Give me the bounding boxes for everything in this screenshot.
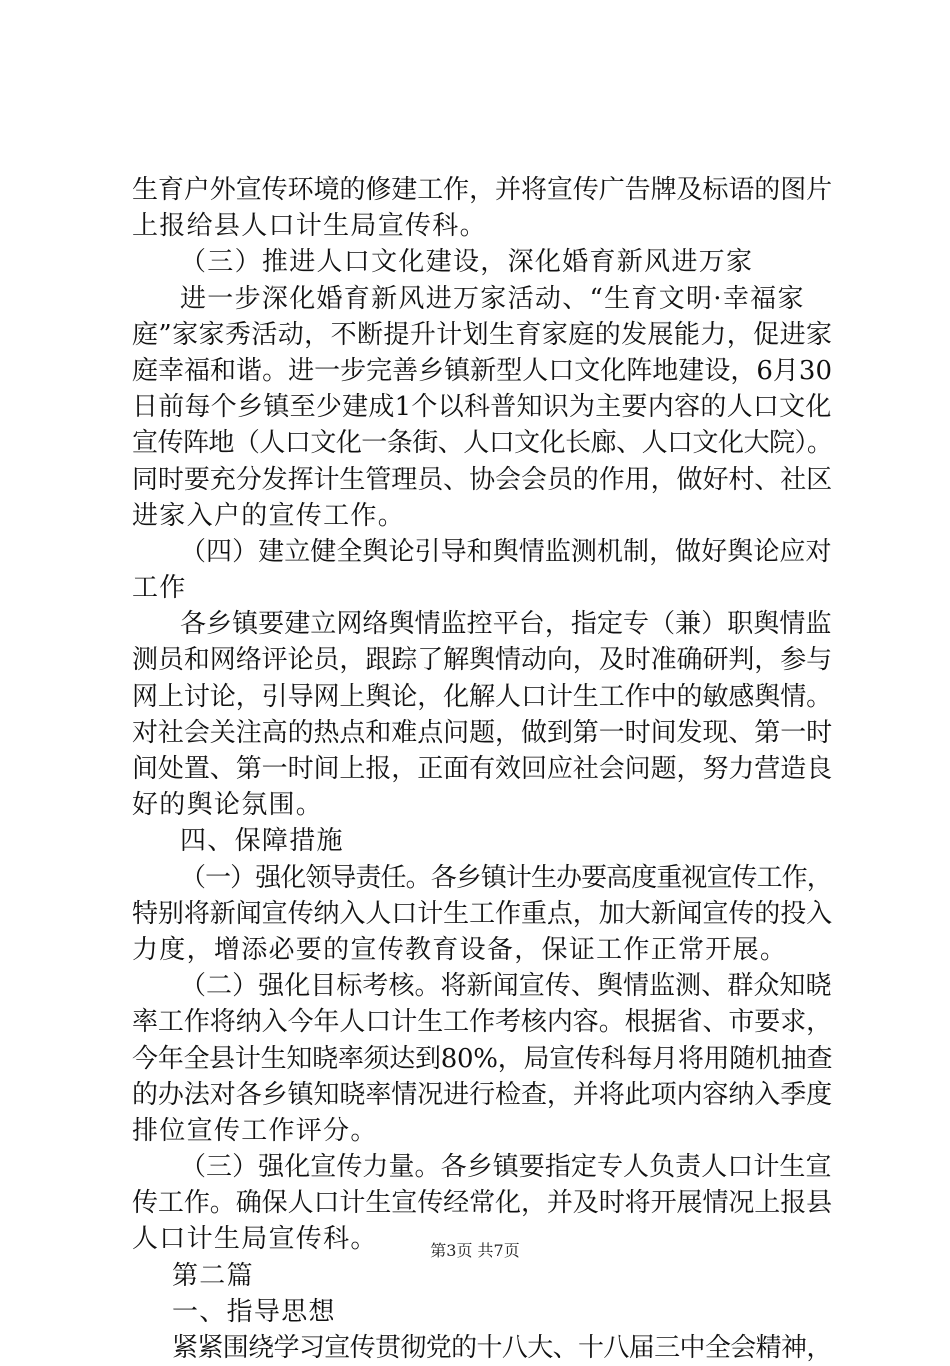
section-heading: 一、指导思想 (172, 1296, 336, 1327)
text-line: （二）强化目标考核。将新闻宣传、舆情监测、群众知晓 (180, 971, 832, 1002)
text-line: 间处置、第一时间上报，正面有效回应社会问题，努力营造良 (132, 754, 833, 784)
text-line: 进家入户的宣传工作。 (132, 500, 406, 531)
text-line: 庭”家家秀活动，不断提升计划生育家庭的发展能力，促进家 (132, 319, 833, 350)
text-line: 好的舆论氛围。 (132, 790, 324, 821)
section-heading: （四）建立健全舆论引导和舆情监测机制，做好舆论应对 (180, 536, 832, 567)
part-heading: 第二篇 (172, 1260, 254, 1291)
text-line: 传工作。确保人口计生宣传经常化，并及时将开展情况上报县 (132, 1188, 833, 1219)
text-line: 紧紧围绕学习宣传贯彻党的十八大、十八届三中全会精神， (172, 1333, 832, 1363)
text-line: 对社会关注高的热点和难点问题，做到第一时间发现、第一时 (132, 717, 833, 748)
text-line: 进一步深化婚育新风进万家活动、“生育文明·幸福家 (180, 283, 805, 314)
text-line: 宣传阵地（人口文化一条街、人口文化长廊、人口文化大院）。 (132, 428, 833, 459)
section-heading: （三）推进人口文化建设，深化婚育新风进万家 (180, 247, 754, 278)
text-line: 今年全县计生知晓率须达到80%，局宣传科每月将用随机抽查 (132, 1043, 833, 1074)
section-heading: 工作 (132, 573, 187, 604)
text-line: 庭幸福和谐。进一步完善乡镇新型人口文化阵地建设，6月30 (132, 355, 833, 386)
document-body (132, 172, 832, 1366)
text-line: 特别将新闻宣传纳入人口计生工作重点，加大新闻宣传的投入 (132, 898, 833, 929)
text-line: 力度，增添必要的宣传教育设备，保证工作正常开展。 (132, 934, 788, 965)
section-heading: 四、保障措施 (180, 826, 344, 857)
text-line: 人口计生局宣传科。 (132, 1224, 378, 1255)
text-line: 测员和网络评论员，跟踪了解舆情动向，及时准确研判，参与 (132, 645, 833, 676)
text-line: （一）强化领导责任。各乡镇计生办要高度重视宣传工作， (180, 862, 832, 893)
text-line: 排位宣传工作评分。 (132, 1115, 378, 1146)
text-line: （三）强化宣传力量。各乡镇要指定专人负责人口计生宣 (180, 1152, 832, 1183)
text-line: 上报给县人口计生局宣传科。 (132, 211, 487, 242)
page-number-indicator: 第3页 共7页 (430, 1241, 520, 1260)
text-line: 率工作将纳入今年人口计生工作考核内容。根据省、市要求， (132, 1007, 833, 1038)
text-line: 生育户外宣传环境的修建工作，并将宣传广告牌及标语的图片 (132, 175, 833, 205)
text-line: 日前每个乡镇至少建成1个以科普知识为主要内容的人口文化 (132, 392, 832, 423)
text-line: 网上讨论，引导网上舆论，化解人口计生工作中的敏感舆情。 (132, 681, 833, 712)
text-line: 同时要充分发挥计生管理员、协会会员的作用，做好村、社区 (132, 464, 833, 495)
text-line: 的办法对各乡镇知晓率情况进行检查，并将此项内容纳入季度 (132, 1079, 833, 1110)
text-line: 各乡镇要建立网络舆情监控平台，指定专（兼）职舆情监 (180, 609, 832, 640)
page-footer (0, 1241, 950, 1261)
